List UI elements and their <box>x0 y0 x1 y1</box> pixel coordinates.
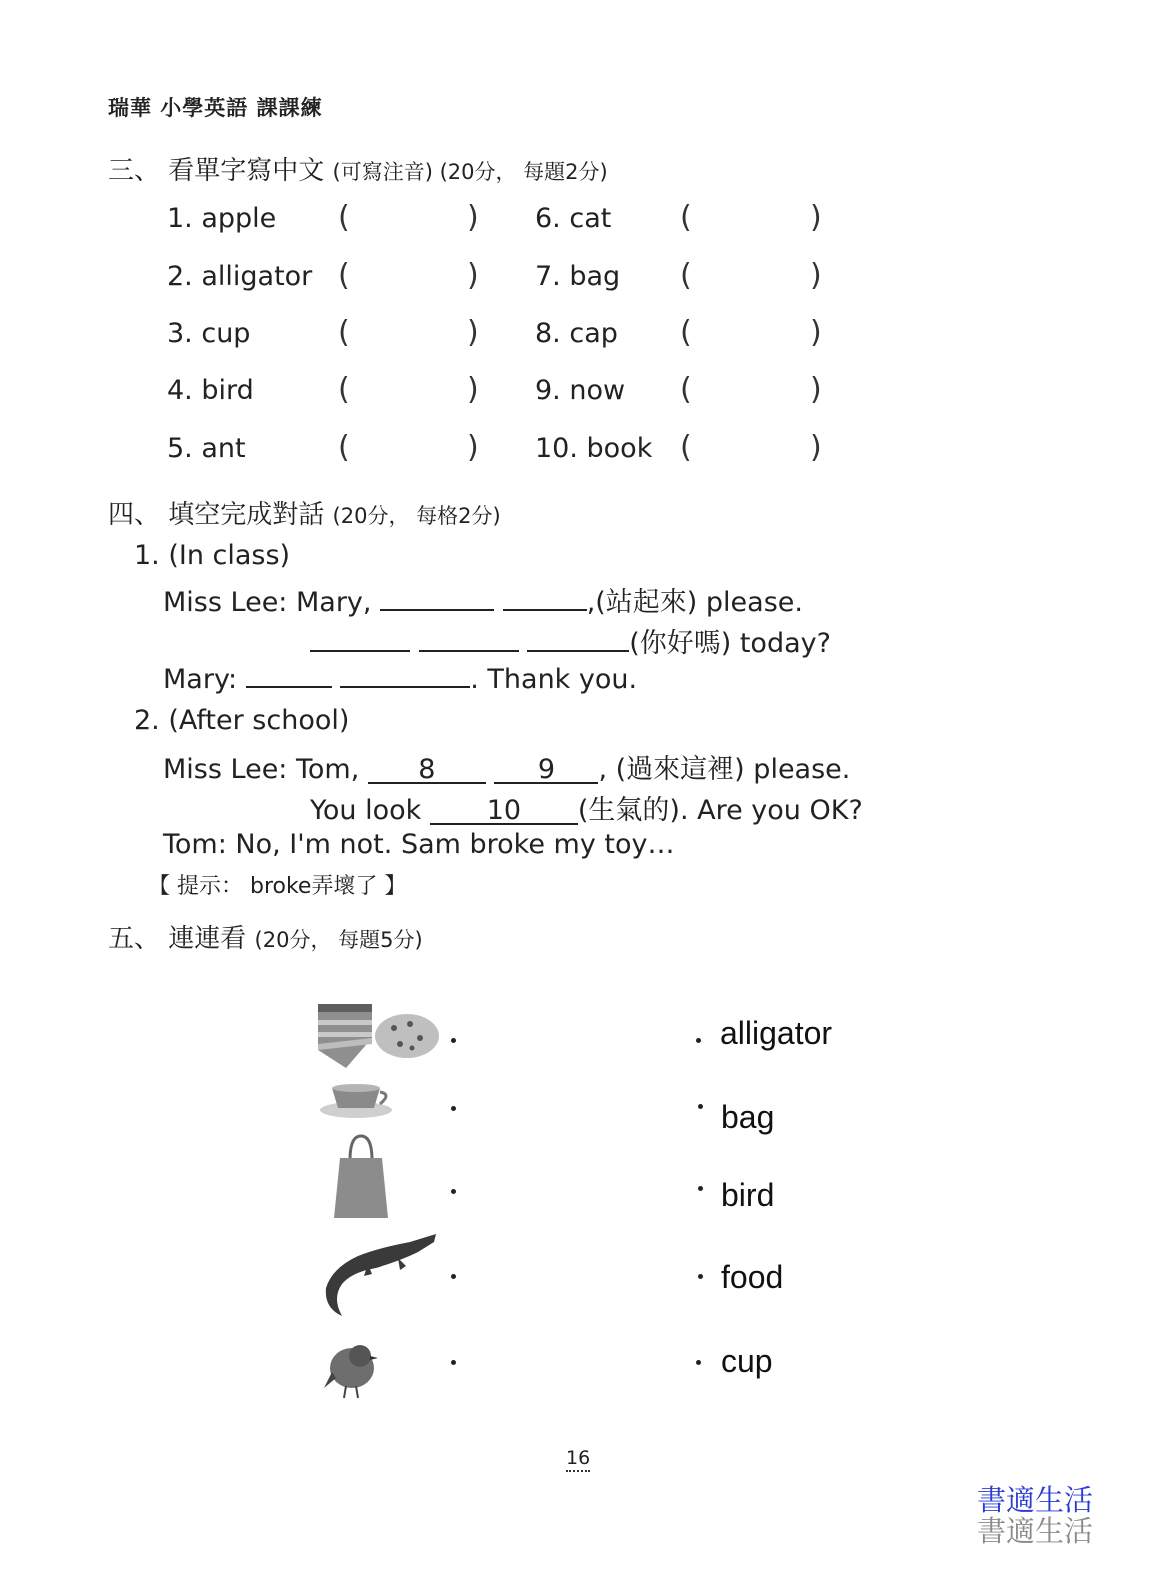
vocab-right-answer-close-paren: ) <box>810 430 822 465</box>
vocab-left-answer-box-4[interactable] <box>352 375 461 407</box>
hint-text: 【 提示： broke弄壞了 】 <box>148 874 407 899</box>
q2-label: 2. (After school) <box>134 705 350 736</box>
q1-line2-end: (你好嗎) today? <box>629 628 831 659</box>
teacup-icon <box>320 1084 392 1118</box>
match-dot-left-4[interactable] <box>451 1274 456 1279</box>
match-word-1: alligator <box>720 1015 833 1051</box>
match-dot-right-3[interactable] <box>698 1186 703 1191</box>
match-word-5: cup <box>721 1343 773 1379</box>
vocab-right-answer-close-paren: ) <box>810 258 822 293</box>
match-dot-right-1[interactable] <box>696 1038 701 1043</box>
vocab-left-answer-open-paren: ( <box>338 200 350 235</box>
alligator-icon <box>326 1234 436 1316</box>
vocab-left-answer-open-paren: ( <box>338 372 350 407</box>
vocab-left-answer-open-paren: ( <box>338 315 350 350</box>
vocab-right-answer-box-4[interactable] <box>694 375 804 407</box>
bird-picture <box>322 1338 380 1402</box>
bird-icon <box>324 1345 378 1398</box>
vocab-left-answer-close-paren: ) <box>467 430 479 465</box>
vocab-right-answer-open-paren: ( <box>680 258 692 293</box>
bag-icon <box>334 1136 388 1218</box>
q2-line2-end: (生氣的). Are you OK? <box>577 795 863 826</box>
blank-6[interactable] <box>246 662 332 688</box>
section4-note: (20分， 每格2分) <box>332 504 501 528</box>
blank-7[interactable] <box>340 662 470 688</box>
q1-label: 1. (In class) <box>134 540 291 571</box>
section4-title: 四、 填空完成對話 <box>108 500 325 530</box>
q2-line3: Tom: No, I'm not. Sam broke my toy… <box>163 829 675 860</box>
q2-line1-start: Miss Lee: Tom, <box>163 754 360 785</box>
q1-line1 <box>163 580 803 619</box>
vocab-right-answer-box-2[interactable] <box>694 261 804 293</box>
q2-line1-end: , (過來這裡) please. <box>598 754 851 785</box>
vocab-left-answer-box-2[interactable] <box>352 261 461 293</box>
blank-10[interactable]: 10 <box>430 799 578 825</box>
vocab-right-answer-open-paren: ( <box>680 315 692 350</box>
vocab-right-answer-box-3[interactable] <box>694 318 804 350</box>
vocab-right-item-4: 9. now <box>535 375 626 406</box>
vocab-right-item-2: 7. bag <box>535 261 621 292</box>
vocab-left-answer-close-paren: ) <box>467 372 479 407</box>
section3-note: (可寫注音) (20分， 每題2分) <box>332 160 608 184</box>
vocab-left-answer-close-paren: ) <box>467 200 479 235</box>
vocab-left-answer-box-1[interactable] <box>352 203 461 235</box>
bag-picture <box>330 1132 392 1222</box>
vocab-right-item-5: 10. book <box>535 433 653 464</box>
vocab-left-item-3: 3. cup <box>167 318 251 349</box>
section3-title: 三、 看單字寫中文 <box>108 156 325 186</box>
section4-heading <box>108 494 501 531</box>
match-word-2: bag <box>721 1099 775 1135</box>
blank-2[interactable] <box>503 585 587 611</box>
blank-9[interactable]: 9 <box>494 758 598 784</box>
q1-line3 <box>163 662 637 695</box>
blank-5[interactable] <box>527 626 629 652</box>
vocab-right-item-1: 6. cat <box>535 203 612 234</box>
watermark-line-2: 書適生活 <box>977 1514 1094 1548</box>
vocab-right-answer-box-1[interactable] <box>694 203 804 235</box>
cookie-icon <box>375 1014 439 1058</box>
vocab-left-item-2: 2. alligator <box>167 261 313 292</box>
vocab-left-answer-close-paren: ) <box>467 315 479 350</box>
blank-1[interactable] <box>380 585 494 611</box>
page-number: 16 <box>566 1447 590 1472</box>
q1-line1-end: ,(站起來) please. <box>586 587 803 618</box>
q2-line2 <box>310 788 863 827</box>
vocab-left-answer-close-paren: ) <box>467 258 479 293</box>
vocab-left-answer-box-5[interactable] <box>352 433 461 465</box>
match-dot-left-5[interactable] <box>451 1360 456 1365</box>
vocab-right-answer-close-paren: ) <box>810 372 822 407</box>
q1-line3-start: Mary: <box>163 664 238 695</box>
food-picture <box>312 998 442 1072</box>
watermark-line-1: 書適生活 <box>977 1483 1094 1517</box>
blank-8[interactable]: 8 <box>368 758 486 784</box>
section5-title: 五、 連連看 <box>108 924 247 954</box>
blank-4[interactable] <box>419 626 519 652</box>
match-word-4: food <box>721 1259 784 1295</box>
match-dot-left-3[interactable] <box>451 1189 456 1194</box>
q2-line2-start: You look <box>310 795 422 826</box>
vocab-right-answer-box-5[interactable] <box>694 433 804 465</box>
q2-line1 <box>163 747 850 786</box>
cake-icon <box>318 1004 372 1068</box>
vocab-right-answer-open-paren: ( <box>680 430 692 465</box>
match-dot-left-2[interactable] <box>451 1106 456 1111</box>
book-header: 瑞華 小學英語 課課練 <box>108 95 323 120</box>
vocab-left-answer-box-3[interactable] <box>352 318 461 350</box>
vocab-right-answer-close-paren: ) <box>810 315 822 350</box>
vocab-right-answer-open-paren: ( <box>680 200 692 235</box>
vocab-left-item-4: 4. bird <box>167 375 254 406</box>
section5-heading <box>108 918 423 955</box>
vocab-right-answer-open-paren: ( <box>680 372 692 407</box>
section5-note: (20分， 每題5分) <box>254 928 423 952</box>
vocab-right-answer-close-paren: ) <box>810 200 822 235</box>
vocab-left-answer-open-paren: ( <box>338 258 350 293</box>
blank-3[interactable] <box>310 626 410 652</box>
vocab-left-answer-open-paren: ( <box>338 430 350 465</box>
section3-heading <box>108 150 608 187</box>
cup-picture <box>318 1078 398 1122</box>
vocab-left-item-5: 5. ant <box>167 433 246 464</box>
match-dot-right-2[interactable] <box>698 1104 703 1109</box>
match-word-3: bird <box>721 1177 775 1213</box>
alligator-picture <box>318 1228 440 1320</box>
q1-line3-end: . Thank you. <box>470 664 638 695</box>
match-dot-left-1[interactable] <box>451 1038 456 1043</box>
q1-line1-start: Miss Lee: Mary, <box>163 587 372 618</box>
match-dot-right-5[interactable] <box>696 1360 701 1365</box>
vocab-right-item-3: 8. cap <box>535 318 618 349</box>
match-dot-right-4[interactable] <box>698 1274 703 1279</box>
q1-line2 <box>310 621 831 660</box>
vocab-left-item-1: 1. apple <box>167 203 277 234</box>
